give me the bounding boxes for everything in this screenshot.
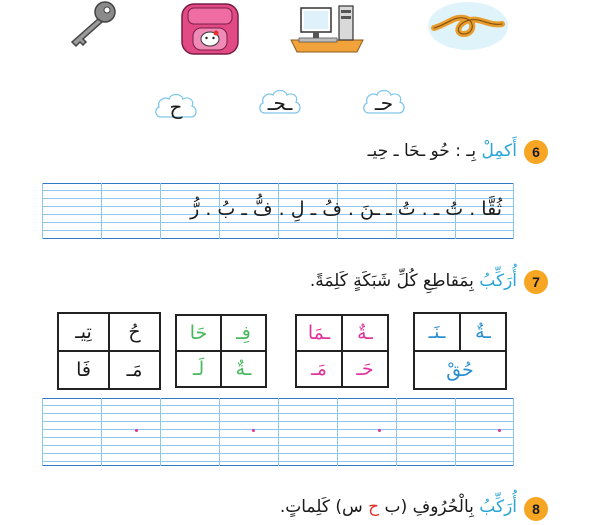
syllable-cell: لَـ — [176, 351, 221, 387]
instruction-verb: أُرَكِّبُ — [479, 497, 517, 517]
instruction-verb: أُرَكِّبُ — [479, 271, 517, 291]
separator-dot — [498, 429, 501, 432]
exercise-8-instruction — [280, 497, 517, 517]
syllable-cell: حُقْ — [414, 351, 506, 389]
syllable-grid — [175, 314, 267, 388]
key-image — [62, 0, 118, 50]
syllable-cell: ـةٌ — [342, 315, 388, 351]
exercise-number-badge: 7 — [524, 270, 548, 294]
school-bag-image — [178, 0, 242, 56]
syllable-cell: فِـ — [221, 315, 266, 351]
syllable-cell: ـنَـ — [414, 313, 460, 351]
instruction-verb: أَكمِلْ — [481, 141, 517, 161]
computer-desk-image — [287, 0, 367, 56]
knot-rope-image — [428, 0, 508, 52]
exercise-number-badge: 8 — [524, 497, 548, 521]
syllable-cell: ـمَا — [296, 315, 342, 351]
syllable-cell: تِيـ — [58, 313, 109, 351]
separator-dot — [252, 429, 255, 432]
exercise-7-instruction — [310, 271, 517, 291]
cloud-letter: ح — [169, 95, 183, 119]
cloud-letter: ـحـ — [267, 91, 293, 115]
cloud-letter-card — [257, 86, 303, 120]
separator-dot — [378, 429, 381, 432]
exercise-6-instruction — [368, 141, 517, 161]
cloud-letter-card — [361, 86, 407, 120]
exercise-number-badge: 6 — [524, 140, 548, 164]
syllable-cell: مَـ — [296, 351, 342, 387]
syllable-cell: مَـ — [109, 351, 160, 389]
exercise-6-writing-lines — [42, 183, 514, 239]
separator-dot — [135, 429, 138, 432]
instruction-text: بِمَقاطِعِ كُلِّ شَبَكَةٍ كَلِمَةً. — [309, 271, 480, 291]
highlighted-letter: ح — [368, 497, 380, 517]
syllable-grid — [413, 312, 507, 390]
instruction-text: بِالْحُرُوفِ (ب — [379, 497, 480, 517]
syllable-grid — [57, 312, 161, 390]
syllable-cell: حُ — [109, 313, 160, 351]
exercise-6-fill-line: ثُقَّا . تُ ـ . تُ ـ ـنَ . فُ ـ لِ . فُّ ـ بُ . رُّ — [190, 198, 502, 220]
instruction-text: بِـ : حُو ـحَا ـ حِيـ — [367, 141, 482, 161]
syllable-cell: ـةٌ — [460, 313, 506, 351]
syllable-cell: حَا — [176, 315, 221, 351]
syllable-grid — [295, 314, 389, 388]
instruction-text: س) كَلِماتٍ. — [279, 497, 369, 517]
syllable-cell: حَـ — [342, 351, 388, 387]
cloud-letter-card — [153, 90, 199, 124]
cloud-letter: حـ — [374, 91, 394, 115]
exercise-7-writing-lines — [42, 398, 514, 466]
syllable-cell: فَا — [58, 351, 109, 389]
syllable-cell: ـةٌ — [221, 351, 266, 387]
